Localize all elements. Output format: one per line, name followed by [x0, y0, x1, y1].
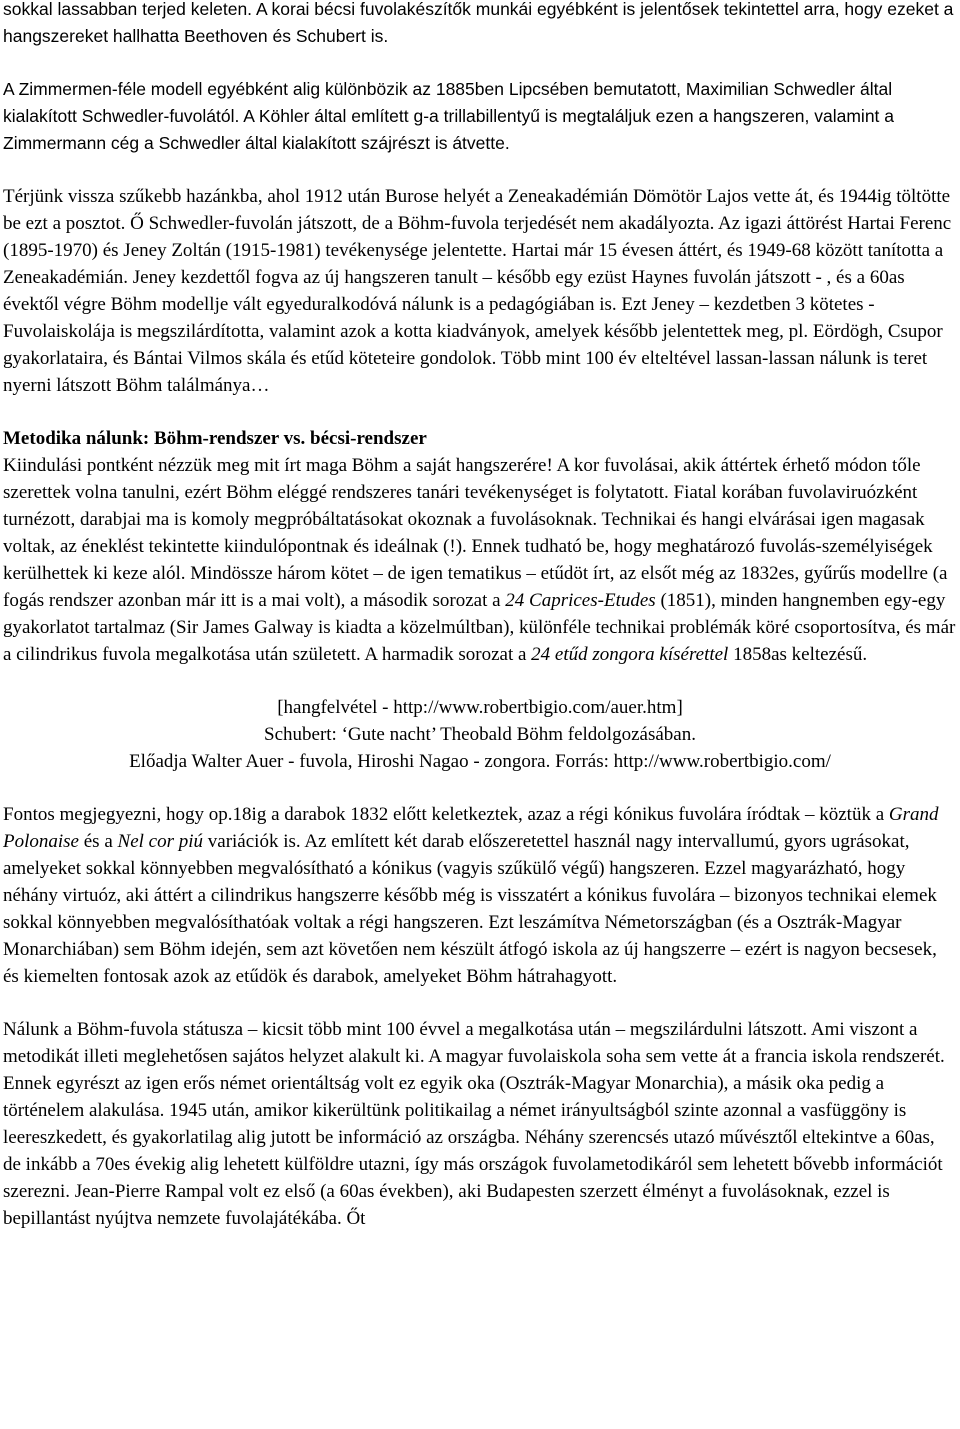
paragraph-spacer [3, 157, 957, 183]
paragraph-spacer [3, 50, 957, 76]
recording-title-line: Schubert: ‘Gute nacht’ Theobald Böhm feldolgozásában. [264, 724, 696, 745]
paragraph-conical-flute [3, 801, 957, 990]
paragraph-zimmermann-model: A Zimmermen-féle modell egyébként alig különbözik az 1885ben Lipcsében bemutatott, Maximilian Schwedler által kialakított Schwedler-fuvolától. A Köhler által említett g-a trillabillentyű is megtaláljuk ezen a hangszeren, valamint a Zimmermann cég a Schwedler által kialakított szájrészt is átvette. [3, 79, 895, 153]
text-run: (1851), minden hangnemben egy-egy gyakorlatot tartalmaz (Sir James Galway is kiadta a közelmúltban), különféle technikai problémák köré csoportosítva, és már a cilindrikus fuvola megalkotása után született. A harmadik sorozat a [3, 590, 956, 665]
recording-link-line: [hangfelvétel - http://www.robertbigio.com/auer.htm] [277, 697, 683, 718]
work-title-nel-cor-piu: Nel cor piú [117, 831, 204, 852]
text-run: Kiindulási pontként nézzük meg mit írt maga Böhm a saját hangszerére! A kor fuvolásai, akik áttértek érhető módon tőle szerettek volna tanulni, ezért Böhm eléggé rendszeres tanári tevékenységet is folytatott. Fiatal korában fuvolaviruózként turnézott, darabjai ma is komoly megpróbáltatásokat okoznak a fuvolásoknak. Technikai és hangi elvárásai igen magasak voltak, az éneklést tekintette kiindulópontnak és ideálnak (!). Ennek tudható be, hogy meghatározó fuvolás-személyiségek kerülhettek ki keze alól. Mindössze három kötet – de igen tematikus – etűdöt írt, az elsőt még az 1832es, gyűrűs modellre (a fogás rendszer azonban már itt is a mai volt), a második sorozat a [3, 455, 948, 611]
paragraph-methodology [3, 452, 957, 668]
work-title-etudes: 24 etűd zongora kísérettel [531, 644, 729, 665]
paragraph-spacer [3, 990, 957, 1016]
work-title-grand-polonaise: Grand Polonaise [3, 804, 939, 852]
paragraph-hungary-history: Térjünk vissza szűkebb hazánkba, ahol 1912 után Burose helyét a Zeneakadémián Dömötör Lajos vette át, és 1944ig töltötte be ezt a posztot. Ő Schwedler-fuvolán játszott, de a Böhm-fuvola terjedését nem akadályozta. Az igazi áttörést Hartai Ferenc (1895-1970) és Jeney Zoltán (1915-1981) tevékenysége jelentette. Hartai már 15 évesen áttért, és 1949-68 között tanította a Zeneakadémián. Jeney kezdettől fogva az új hangszeren tanult – később egy ezüst Haynes fuvolán játszott - , és a 60as évektől végre Böhm modellje vált egyeduralkodóvá nálunk is a pedagógiában is. Ezt Jeney – kezdetben 3 kötetes - Fuvolaiskolája is megszilárdította, valamint azok a kotta kiadványok, amelyek később jelentettek meg, pl. Eördögh, Csupor gyakorlataira, és Bántai Vilmos skála és etűd köteteire gondolok. Több mint 100 év elteltével lassan-lassan nálunk is teret nyerni látszott Böhm találmánya… [3, 186, 952, 396]
paragraph-spacer [3, 668, 957, 694]
text-run: variációk is. Az említett két darab előszeretettel használ nagy intervallumú, gyors ugrásokat, amelyeket sokkal könnyebben megvalósítható a kónikus (vagyis szűkülő végű) hangszeren. Ezzel magyarázható, hogy néhány virtuóz, aki áttért a cilindrikus hangszerre később még is visszatért a kónikus fuvolára – bizonyos technikai elemek sokkal könnyebben megvalósíthatóak voltak a régi hangszeren. Ezt leszámítva Németországban (és a Osztrák-Magyar Monarchiában) sem Böhm idején, sem azt követően nem készült átfogó iskola az új hangszerre – ezért is nagyon becsesek, és kiemelten fontosak azok az etűdök és darabok, amelyeket Böhm hátrahagyott. [3, 831, 937, 987]
recording-performers-line: Előadja Walter Auer - fuvola, Hiroshi Nagao - zongora. Forrás: http://www.robertbigio.com/ [129, 751, 831, 772]
paragraph-spacer [3, 399, 957, 425]
paragraph-intro: sokkal lassabban terjed keleten. A korai bécsi fuvolakészítők munkái egyébként is jelentősek tekintettel arra, hogy ezeket a hangszereket hallhatta Beethoven és Schubert is. [3, 0, 954, 46]
text-run: Fontos megjegyezni, hogy op.18ig a darabok 1832 előtt keletkeztek, azaz a régi kónikus fuvolára íródtak – köztük a [3, 804, 889, 825]
text-run: és a [79, 831, 118, 852]
document-page [3, 0, 957, 1232]
section-heading: Metodika nálunk: Böhm-rendszer vs. bécsi-rendszer [3, 428, 427, 449]
text-run: 1858as keltezésű. [728, 644, 868, 665]
work-title-caprices: 24 Caprices-Etudes [505, 590, 656, 611]
paragraph-bohm-status: Nálunk a Böhm-fuvola státusza – kicsit több mint 100 évvel a megalkotása után – megszilárdulni látszott. Ami viszont a metodikát illeti meglehetősen sajátos helyzet alakult ki. A magyar fuvolaiskola soha sem vette át a francia iskola rendszerét. Ennek egyrészt az igen erős német orientáltság volt ez egyik oka (Osztrák-Magyar Monarchia), a másik oka pedig a történelem alakulása. 1945 után, amikor kikerültünk politikailag a német irányultságból szinte azonnal a vasfüggöny is leereszkedett, és gyakorlatilag alig jutott be információ az országba. Néhány szerencsés utazó művésztől eltekintve a 60as, de inkább a 70es évekig alig lehetett külföldre utazni, így más országok fuvolametodikáról sem lehetett bővebb információt szerezni. Jean-Pierre Rampal volt ez első (a 60as években), aki Budapesten szerzett élményt a fuvolásoknak, ezzel is bepillantást nyújtva nemzete fuvolajátékába. Őt [3, 1019, 945, 1229]
paragraph-spacer [3, 775, 957, 801]
recording-reference [3, 694, 957, 775]
